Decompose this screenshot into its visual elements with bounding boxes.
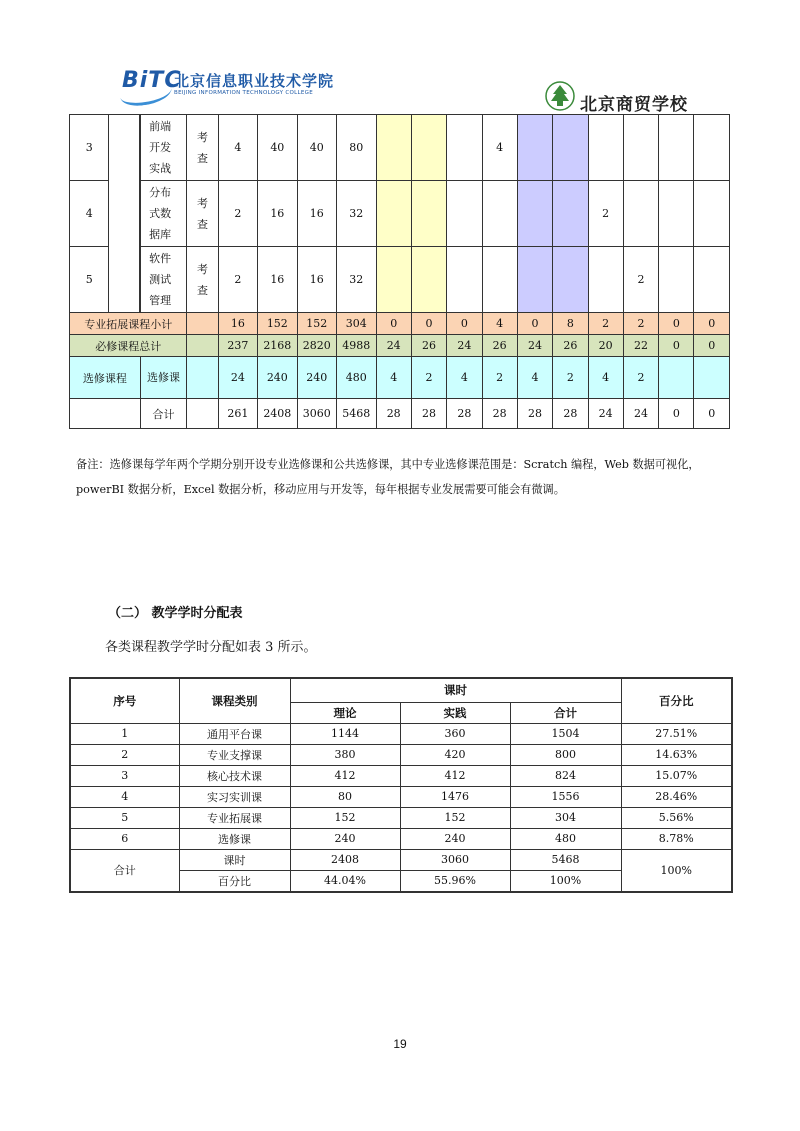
term-hours	[517, 181, 552, 247]
sum-label: 合计	[70, 849, 179, 892]
summary-value: 4988	[337, 335, 376, 357]
term-hours	[447, 247, 482, 313]
summary-value: 2	[553, 357, 588, 399]
course-practice: 16	[297, 181, 336, 247]
summary-value: 240	[258, 357, 297, 399]
summary-value: 0	[659, 313, 694, 335]
sum-hours-theory: 2408	[290, 849, 400, 870]
summary-value: 152	[297, 313, 336, 335]
summary-value: 4	[376, 357, 411, 399]
blank-cell	[187, 335, 218, 357]
summary-value: 26	[553, 335, 588, 357]
summary-value	[694, 357, 730, 399]
summary-value: 304	[337, 313, 376, 335]
term-hours	[482, 247, 517, 313]
elective-label: 选修课程	[70, 357, 141, 399]
course-practice: 16	[297, 247, 336, 313]
allocation-total: 1556	[510, 786, 621, 807]
course-total: 32	[337, 181, 376, 247]
assessment-type: 考查	[187, 115, 218, 181]
term-hours	[411, 247, 446, 313]
term-hours	[623, 115, 658, 181]
course-theory: 16	[258, 247, 297, 313]
summary-value: 28	[376, 399, 411, 429]
term-hours	[411, 181, 446, 247]
summary-value	[659, 357, 694, 399]
allocation-no: 1	[70, 723, 179, 744]
course-no: 5	[70, 247, 109, 313]
allocation-practice: 420	[400, 744, 510, 765]
term-hours	[376, 181, 411, 247]
course-plan-body	[70, 115, 730, 429]
allocation-practice: 1476	[400, 786, 510, 807]
allocation-theory: 412	[290, 765, 400, 786]
summary-value: 0	[659, 335, 694, 357]
page-number: 19	[393, 1037, 407, 1051]
sum-percent: 100%	[621, 849, 732, 892]
header-percent: 百分比	[621, 678, 732, 723]
subtotal-row	[70, 313, 730, 335]
term-hours	[588, 115, 623, 181]
course-row	[70, 181, 730, 247]
sum-pct-total: 100%	[510, 870, 621, 892]
term-hours	[376, 247, 411, 313]
header-total: 合计	[510, 702, 621, 723]
bjsm-school-name: 北京商贸学校	[580, 95, 688, 115]
summary-value: 28	[411, 399, 446, 429]
allocation-practice: 412	[400, 765, 510, 786]
allocation-percent: 28.46%	[621, 786, 732, 807]
summary-value: 4	[517, 357, 552, 399]
summary-value: 240	[297, 357, 336, 399]
allocation-practice: 240	[400, 828, 510, 849]
course-no: 4	[70, 181, 109, 247]
section-intro: 各类课程教学学时分配如表 3 所示。	[105, 640, 317, 655]
summary-value: 22	[623, 335, 658, 357]
elective-sub-label: 选修课	[140, 357, 187, 399]
summary-value: 26	[411, 335, 446, 357]
allocation-no: 3	[70, 765, 179, 786]
summary-value: 24	[376, 335, 411, 357]
sum-hours-row	[70, 849, 732, 870]
tree-logo-icon	[544, 80, 576, 112]
allocation-percent: 8.78%	[621, 828, 732, 849]
summary-value: 0	[694, 399, 730, 429]
header-no: 序号	[70, 678, 179, 723]
bitc-school-name-cn: 北京信息职业技术学院	[174, 72, 335, 90]
grand-total-label: 合计	[140, 399, 187, 429]
summary-value: 3060	[297, 399, 336, 429]
allocation-row	[70, 765, 732, 786]
bitc-school-name-en: BEIJING INFORMATION TECHNOLOGY COLLEGE	[174, 90, 314, 96]
grand-total-row	[70, 399, 730, 429]
allocation-row	[70, 786, 732, 807]
summary-value: 2168	[258, 335, 297, 357]
allocation-total: 824	[510, 765, 621, 786]
blank-cell	[187, 313, 218, 335]
term-hours	[517, 115, 552, 181]
allocation-theory: 152	[290, 807, 400, 828]
term-hours	[447, 115, 482, 181]
section-title: （二） 教学学时分配表	[108, 606, 243, 621]
bitc-logo	[122, 66, 335, 102]
summary-value: 261	[218, 399, 257, 429]
course-name: 前端开发实战	[140, 115, 187, 181]
required-total-label: 必修课程总计	[70, 335, 187, 357]
summary-value: 24	[623, 399, 658, 429]
summary-value: 4	[482, 313, 517, 335]
header-hours: 课时	[290, 678, 621, 702]
summary-value: 2820	[297, 335, 336, 357]
hours-allocation-table	[69, 677, 733, 893]
summary-value: 0	[411, 313, 446, 335]
summary-value: 2	[482, 357, 517, 399]
summary-value: 24	[447, 335, 482, 357]
allocation-percent: 27.51%	[621, 723, 732, 744]
summary-value: 4	[588, 357, 623, 399]
allocation-theory: 1144	[290, 723, 400, 744]
blank-cell	[187, 399, 218, 429]
course-credit: 2	[218, 181, 257, 247]
allocation-type: 专业支撑课	[179, 744, 290, 765]
allocation-percent: 14.63%	[621, 744, 732, 765]
remark-line-2: powerBI 数据分析，Excel 数据分析，移动应用与开发等，每年根据专业发展需要可能会有微调。	[76, 483, 565, 496]
allocation-theory: 240	[290, 828, 400, 849]
required-total-row	[70, 335, 730, 357]
term-hours	[517, 247, 552, 313]
summary-value: 24	[218, 357, 257, 399]
course-row	[70, 115, 730, 181]
blank-cell	[187, 357, 218, 399]
summary-value: 16	[218, 313, 257, 335]
term-hours	[694, 181, 730, 247]
allocation-total: 1504	[510, 723, 621, 744]
term-hours	[553, 247, 588, 313]
summary-value: 2408	[258, 399, 297, 429]
summary-value: 0	[376, 313, 411, 335]
summary-value: 2	[623, 357, 658, 399]
term-hours	[411, 115, 446, 181]
allocation-practice: 152	[400, 807, 510, 828]
blank-cell	[70, 399, 141, 429]
course-total: 32	[337, 247, 376, 313]
header-type: 课程类别	[179, 678, 290, 723]
course-plan-table	[69, 114, 730, 429]
term-hours: 2	[623, 247, 658, 313]
summary-value: 0	[694, 313, 730, 335]
allocation-row	[70, 723, 732, 744]
summary-value: 28	[482, 399, 517, 429]
header-theory: 理论	[290, 702, 400, 723]
allocation-percent: 5.56%	[621, 807, 732, 828]
course-total: 80	[337, 115, 376, 181]
summary-value: 480	[337, 357, 376, 399]
subtotal-label: 专业拓展课程小计	[70, 313, 187, 335]
allocation-row	[70, 828, 732, 849]
allocation-percent: 15.07%	[621, 765, 732, 786]
allocation-theory: 380	[290, 744, 400, 765]
summary-value: 28	[553, 399, 588, 429]
elective-row	[70, 357, 730, 399]
summary-value: 2	[411, 357, 446, 399]
allocation-total: 480	[510, 828, 621, 849]
summary-value: 2	[623, 313, 658, 335]
allocation-no: 5	[70, 807, 179, 828]
term-hours	[447, 181, 482, 247]
term-hours	[376, 115, 411, 181]
term-hours: 2	[588, 181, 623, 247]
assessment-type: 考查	[187, 247, 218, 313]
bitc-logo-text: BiTC	[122, 68, 182, 93]
allocation-row	[70, 807, 732, 828]
remark-note	[76, 452, 736, 502]
sum-pct-practice: 55.96%	[400, 870, 510, 892]
remark-line-1: 备注：选修课每学年两个学期分别开设专业选修课和公共选修课，其中专业选修课范围是：Scratch 编程，Web 数据可视化，	[76, 458, 700, 471]
allocation-practice: 360	[400, 723, 510, 744]
course-name: 分布式数据库	[140, 181, 187, 247]
summary-value: 0	[659, 399, 694, 429]
allocation-type: 核心技术课	[179, 765, 290, 786]
term-hours	[553, 115, 588, 181]
summary-value: 2	[588, 313, 623, 335]
allocation-no: 4	[70, 786, 179, 807]
term-hours	[482, 181, 517, 247]
allocation-total: 304	[510, 807, 621, 828]
allocation-total: 800	[510, 744, 621, 765]
hours-allocation-body	[70, 678, 732, 892]
sum-pct-theory: 44.04%	[290, 870, 400, 892]
summary-value: 28	[447, 399, 482, 429]
course-credit: 4	[218, 115, 257, 181]
course-theory: 40	[258, 115, 297, 181]
summary-value: 0	[517, 313, 552, 335]
summary-value: 237	[218, 335, 257, 357]
term-hours	[553, 181, 588, 247]
term-hours	[623, 181, 658, 247]
summary-value: 24	[517, 335, 552, 357]
term-hours	[694, 247, 730, 313]
allocation-theory: 80	[290, 786, 400, 807]
sum-hours-total: 5468	[510, 849, 621, 870]
allocation-row	[70, 744, 732, 765]
term-hours	[694, 115, 730, 181]
summary-value: 8	[553, 313, 588, 335]
assessment-type: 考查	[187, 181, 218, 247]
course-no: 3	[70, 115, 109, 181]
sum-pct-label: 百分比	[179, 870, 290, 892]
category-cell	[109, 115, 140, 313]
header-practice: 实践	[400, 702, 510, 723]
term-hours	[659, 181, 694, 247]
summary-value: 28	[517, 399, 552, 429]
summary-value: 152	[258, 313, 297, 335]
summary-value: 5468	[337, 399, 376, 429]
course-practice: 40	[297, 115, 336, 181]
sum-hours-label: 课时	[179, 849, 290, 870]
course-name: 软件测试管理	[140, 247, 187, 313]
allocation-no: 2	[70, 744, 179, 765]
summary-value: 4	[447, 357, 482, 399]
course-theory: 16	[258, 181, 297, 247]
term-hours	[659, 115, 694, 181]
summary-value: 20	[588, 335, 623, 357]
term-hours: 4	[482, 115, 517, 181]
bjsm-logo	[544, 80, 744, 114]
summary-value: 24	[588, 399, 623, 429]
summary-value: 0	[694, 335, 730, 357]
allocation-no: 6	[70, 828, 179, 849]
allocation-type: 选修课	[179, 828, 290, 849]
course-row	[70, 247, 730, 313]
allocation-type: 实习实训课	[179, 786, 290, 807]
summary-value: 0	[447, 313, 482, 335]
allocation-type: 专业拓展课	[179, 807, 290, 828]
term-hours	[588, 247, 623, 313]
summary-value: 26	[482, 335, 517, 357]
term-hours	[659, 247, 694, 313]
allocation-type: 通用平台课	[179, 723, 290, 744]
course-credit: 2	[218, 247, 257, 313]
sum-hours-practice: 3060	[400, 849, 510, 870]
